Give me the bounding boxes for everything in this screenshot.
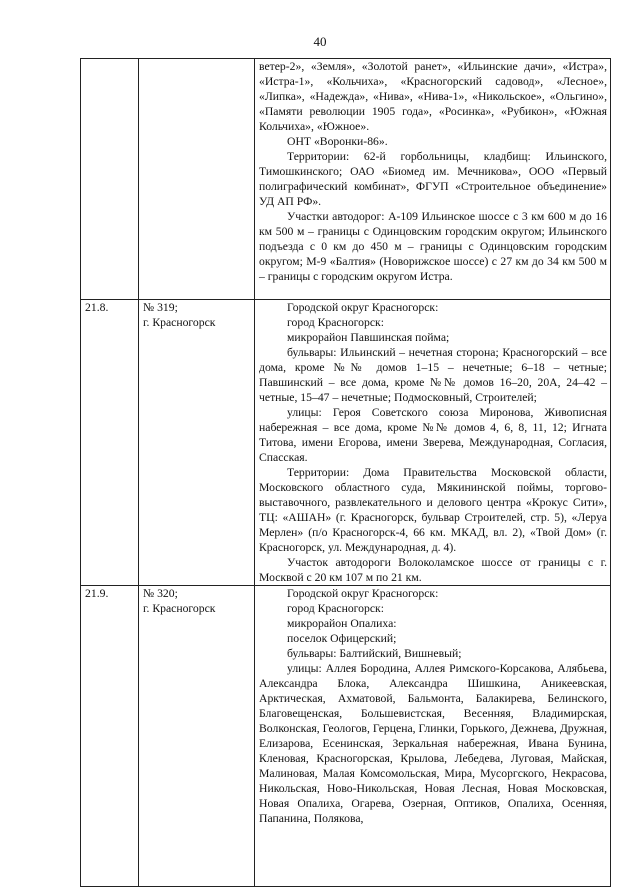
row-number: 21.9. — [85, 587, 109, 600]
page-number: 40 — [313, 34, 327, 49]
district-number: № 319; — [143, 301, 178, 314]
district-cell — [139, 300, 255, 586]
description-paragraph: Территории: Дома Правительства Московской области, Московского областного суда, Мякининской поймы, торгово-выставочного, развлекательного и делового центра «Крокус Сити», ТЦ: «АШАН» (г. Красногорск, бульвар Строителей, стр. 5), «Леруа Мерлен» (п/о Красногорск-4, 66 км. МКАД, вл. 2), «Твой Дом» (г. Красногорск, ул. Международная, д. 4). — [259, 466, 607, 554]
row-number-cell — [81, 59, 139, 300]
description-paragraph: улицы: Героя Советского союза Миронова, Живописная набережная – все дома, кроме №№ домов 4, 6, 8, 11, 12; Игната Титова, имени Егорова, имени Зверева, Международная, Согласия, Спасская. — [259, 406, 607, 464]
description-paragraph: улицы: Аллея Бородина, Аллея Римского-Корсакова, Алябьева, Александра Блока, Александра Шишкина, Аникеевская, Арктическая, Ахматовой, Бальмонта, Балакирева, Белинского, Благовещенская, Большевистская, Весенняя, Владимирская, Волконская, Геологов, Герцена, Глинки, Горького, Дежнева, Дружная, Елизарова, Есенинская, Зеркальная набережная, Ивана Бунина, Кленовая, Красногорская, Крылова, Лебедева, Луговая, Майская, Малиновая, Малая Комсомольская, Мира, Мусоргского, Некрасова, Никольская, Ново-Никольская, Новая Лесная, Новая Московская, Новая Опалиха, Огарева, Озерная, Оптиков, Опалиха, Осенняя, Папанина, Полякова, — [259, 662, 607, 825]
description-paragraph: Городской округ Красногорск: — [287, 587, 439, 600]
description-paragraph: микрорайон Опалиха: — [287, 617, 397, 630]
table-row — [81, 300, 611, 586]
description-paragraph: бульвары: Балтийский, Вишневый; — [287, 647, 462, 660]
table-row — [81, 586, 611, 887]
row-number: 21.8. — [85, 301, 109, 314]
row-number-cell — [81, 586, 139, 887]
row-number-cell — [81, 300, 139, 586]
description-cell — [255, 586, 611, 887]
description-cell — [255, 300, 611, 586]
description-cell — [255, 59, 611, 300]
district-cell — [139, 586, 255, 887]
description-paragraph: Участок автодороги Волоколамское шоссе от границы с г. Москвой с 20 км 107 м по 21 км. — [259, 556, 607, 584]
description-paragraph: ОНТ «Воронки-86». — [287, 135, 388, 148]
description-paragraph: бульвары: Ильинский – нечетная сторона; Красногорский – все дома, кроме №№ домов 1–15 – нечетные; 6–18 – четные; Павшинский – все дома, кроме №№ домов 16–20, 20А, 24–42 – четные, 15–47 – нечетные; Подмосковный, Строителей; — [259, 346, 607, 404]
description-paragraph: Участки автодорог: А-109 Ильинское шоссе с 3 км 600 м до 16 км 500 м – границы с Одинцовским городским округом; Ильинского подъезда с 0 км до 450 м – границы с Одинцовским городским округом; М-9 «Балтия» (Новорижское шоссе) с 27 км до 34 км 500 м – границы с городским округом Истра. — [259, 210, 607, 283]
description-paragraph: ветер-2», «Земля», «Золотой ранет», «Ильинские дачи», «Истра», «Истра-1», «Кольчиха», «Красногорский садовод», «Лесное», «Липка», «Надежда», «Нива», «Нива-1», «Никольское», «Ольгино», «Памяти революции 1905 года», «Росинка», «Рубикон», «Южная Кольчиха», «Южное». — [259, 60, 607, 133]
district-cell — [139, 59, 255, 300]
description-paragraph: поселок Офицерский; — [287, 632, 397, 645]
district-number: № 320; — [143, 587, 178, 600]
district-city: г. Красногорск — [143, 316, 216, 329]
description-paragraph: микрорайон Павшинская пойма; — [287, 331, 450, 344]
description-paragraph: город Красногорск: — [287, 602, 384, 615]
description-paragraph: город Красногорск: — [287, 316, 384, 329]
description-paragraph: Городской округ Красногорск: — [287, 301, 439, 314]
table-row — [81, 59, 611, 300]
district-table — [80, 58, 611, 887]
description-paragraph: Территории: 62-й горбольницы, кладбищ: Ильинского, Тимошкинского; ОАО «Биомед им. Мечникова», ООО «Первый полиграфический комбинат», ФГУП «Строительное объединение» УД АП РФ». — [259, 150, 607, 208]
district-city: г. Красногорск — [143, 602, 216, 615]
